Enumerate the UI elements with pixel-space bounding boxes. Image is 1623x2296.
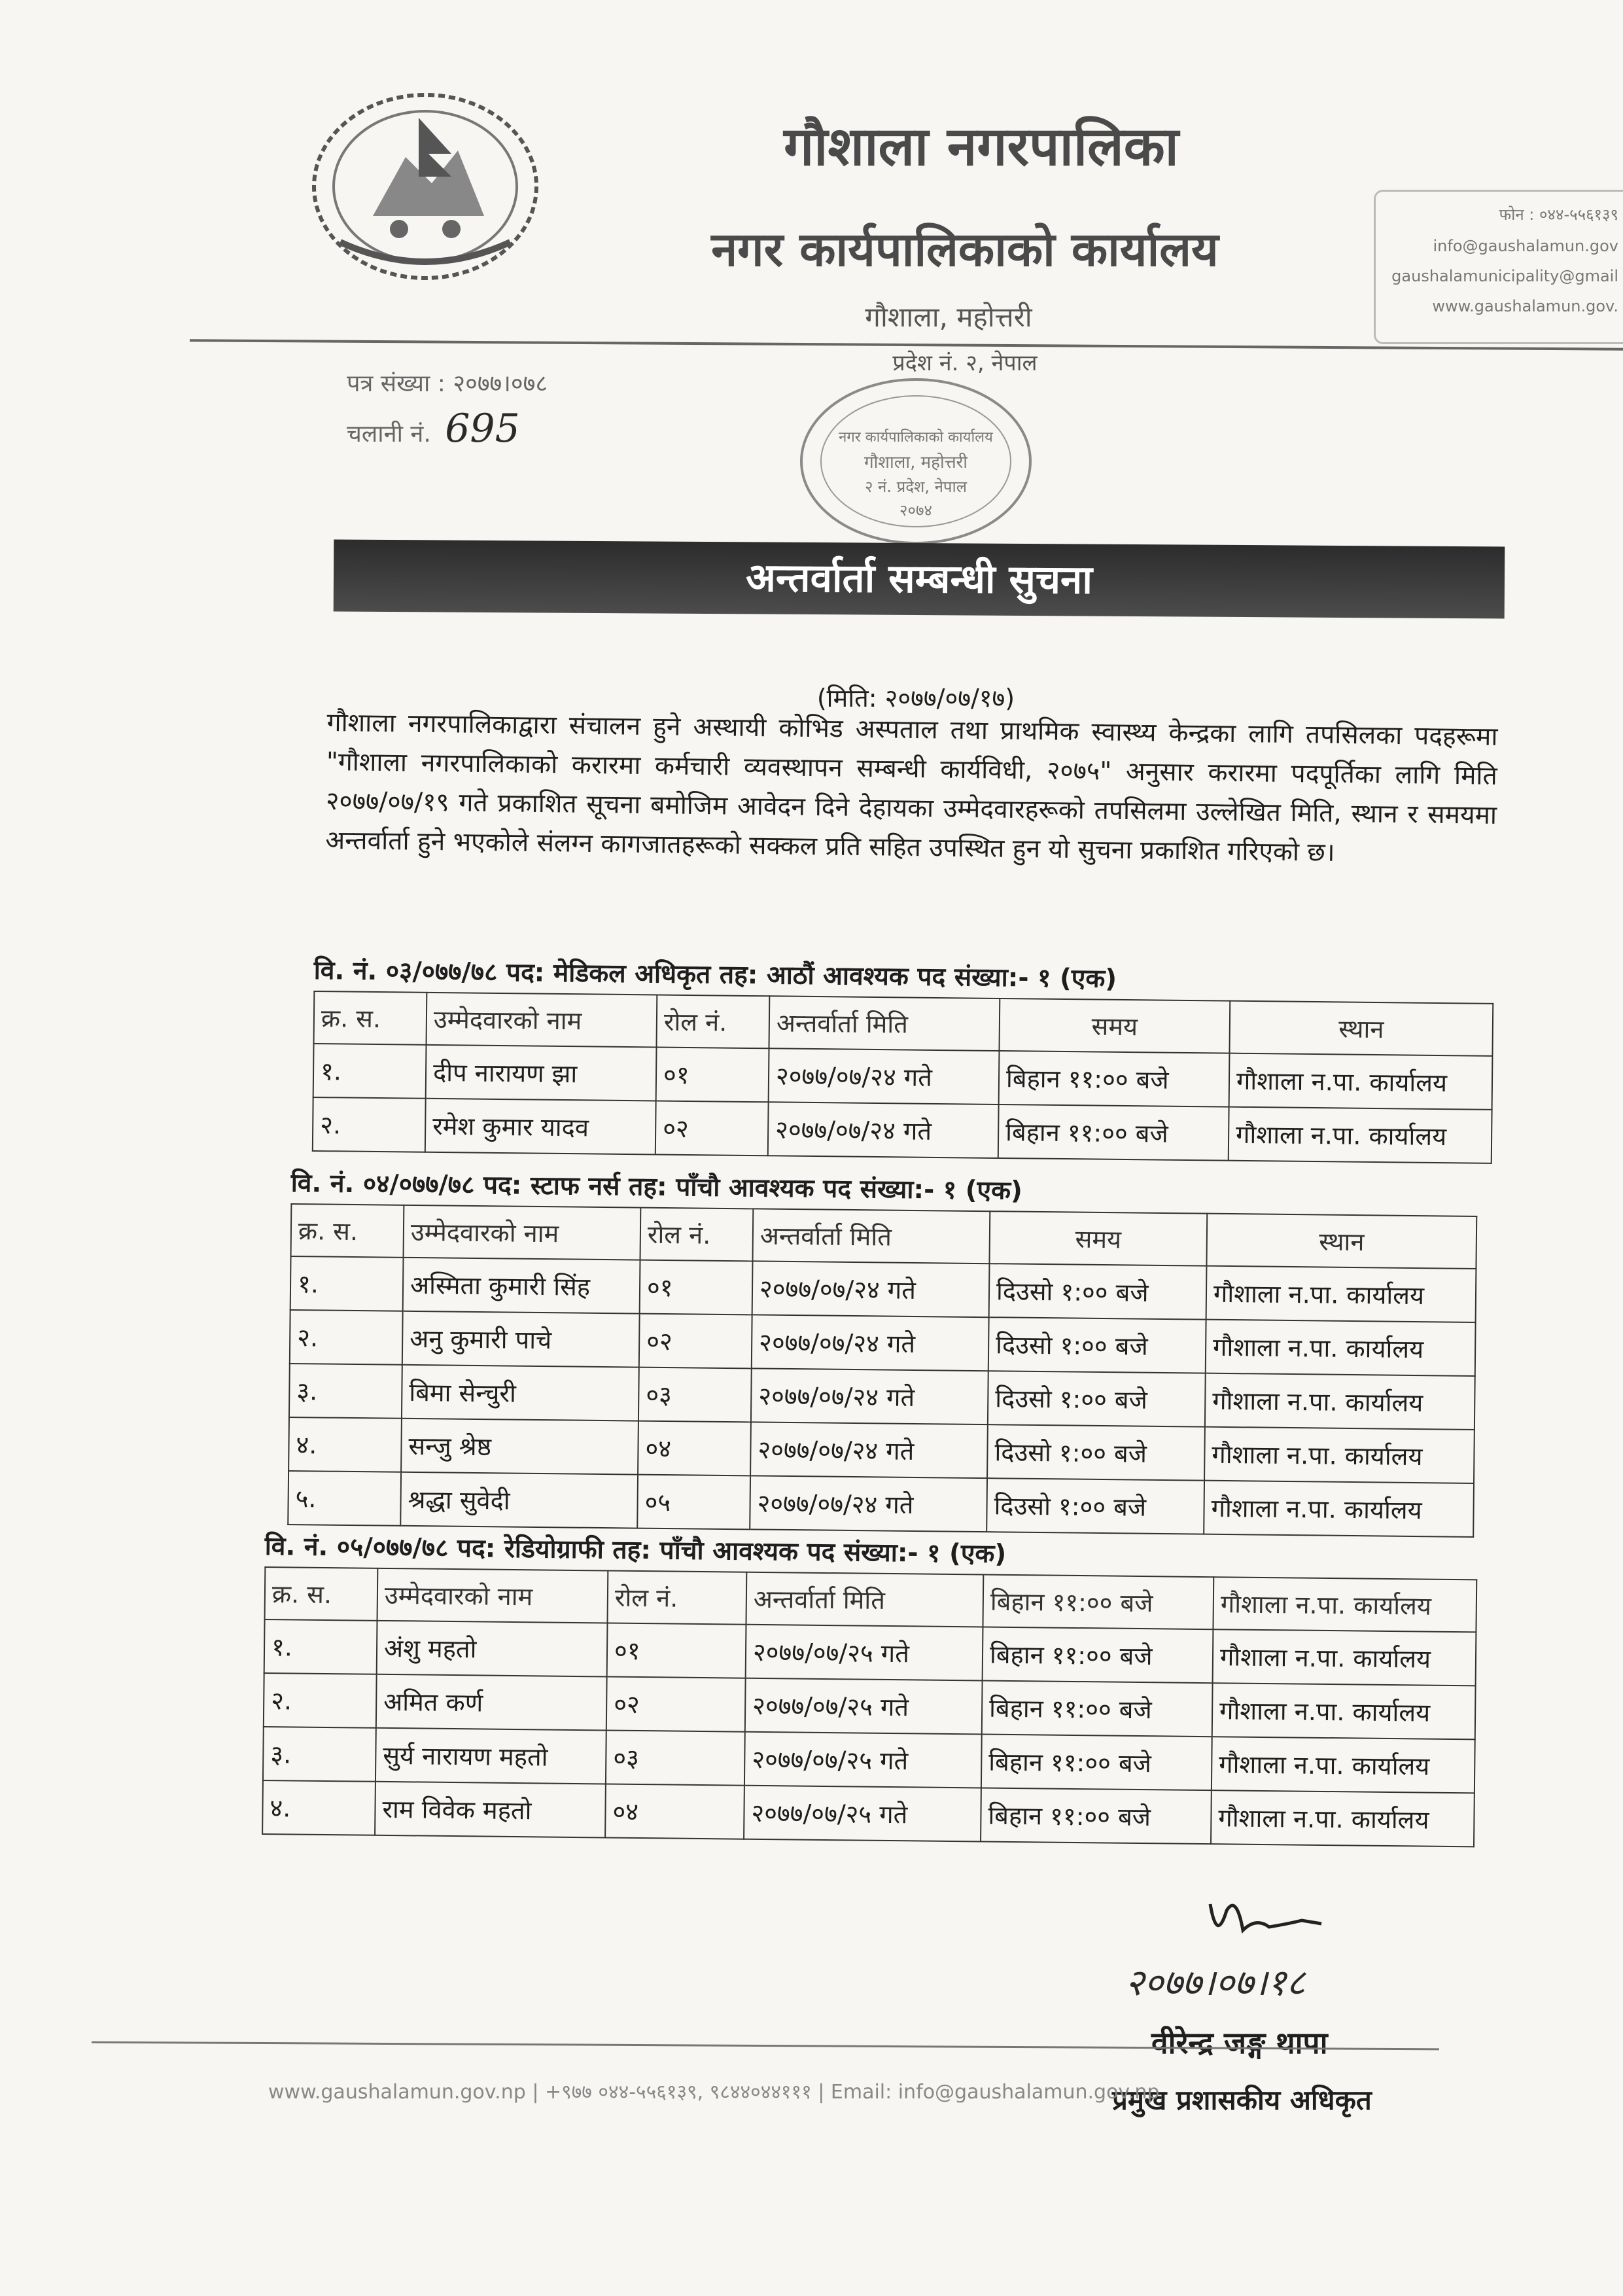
notice-body: गौशाला नगरपालिकाद्वारा संचालन हुने अस्थायी कोभिड अस्पताल तथा प्राथमिक स्वास्थ्य केन्द्रका लागि तपसिलका पदहरूमा "गौशाला नगरपालिकाको करारमा कर्मचारी व्यवस्थापन सम्बन्धी कार्यविधी, २०७५" अनुसार करारमा पदपूर्तिका लागि मिति २०७७/०७/१९ गते प्रकाशित सूचना बमोजिम आवेदन दिने देहायका उम्मेदवारहरूको तपसिलमा उल्लेखित मिति, स्थान र समयमा अन्तर्वार्ता हुने भएकोले संलग्न कागजातहरूको सक्कल प्रति सहित उपस्थित हुन यो सुचना प्रकाशित गरिएको छ।: [325, 707, 1498, 868]
notice-heading: अन्तर्वार्ता सम्बन्धी सुचना: [745, 555, 1093, 603]
cell-name: अंशु महतो: [377, 1621, 608, 1677]
chalani-label: चलानी नं.: [347, 421, 431, 448]
candidate-table: [287, 1203, 1477, 1538]
cell-date: २०७७/०७/२४ गते: [752, 1315, 989, 1371]
cell-time: बिहान ११:०० बजे: [999, 1051, 1230, 1107]
seal-text-1: नगर कार्यपालिकाको कार्यालय: [839, 429, 993, 446]
cell-roll: ०१: [656, 1047, 769, 1102]
footer-contact: www.gaushalamun.gov.np | +९७७ ०४४-५५६१३९, ९८४४०४४१११ | Email: info@gaushalamun.gov.np: [268, 2081, 1160, 2104]
vacancy-section-staff-nurse: [287, 1165, 1478, 1538]
cell-serial: ४.: [288, 1417, 402, 1472]
cell-serial: १.: [264, 1619, 377, 1674]
section-title: वि. नं. ०३/०७७/७८ पद: मेडिकल अधिकृत तह: आठौं आवश्यक पद संख्या:- १ (एक): [313, 955, 1117, 994]
signatory-name: वीरेन्द्र जङ्ग थापा: [1151, 2025, 1328, 2060]
cell-name: अमित कर्ण: [376, 1674, 607, 1731]
cell-venue: गौशाला न.पा. कार्यालय: [1212, 1683, 1476, 1739]
cell-serial: २.: [313, 1097, 426, 1152]
cell-date: २०७७/०७/२५ गते: [746, 1625, 983, 1681]
cell-time: बिहान ११:०० बजे: [983, 1627, 1213, 1684]
cell-name: अनु कुमारी पाचे: [402, 1311, 640, 1368]
cell-roll: ०१: [607, 1623, 746, 1678]
cell-venue: गौशाला न.पा. कार्यालय: [1229, 1053, 1493, 1110]
header-roll: रोल नं.: [640, 1208, 754, 1262]
cell-time: बिहान ११:०० बजे: [981, 1788, 1212, 1844]
header-date: अन्तर्वार्ता मिति: [746, 1572, 983, 1627]
candidate-table: [312, 991, 1493, 1164]
header-roll: रोल नं.: [608, 1570, 747, 1624]
section-title: वि. नं. ०४/०७७/७८ पद: स्टाफ नर्स तह: पाँचौ आवश्यक पद संख्या:- १ (एक): [290, 1168, 1023, 1206]
header-venue: स्थान: [1229, 1001, 1493, 1056]
cell-venue: गौशाला न.पा. कार्यालय: [1204, 1427, 1475, 1483]
header-date: अन्तर्वार्ता मिति: [752, 1209, 990, 1263]
cell-time: बिहान ११:०० बजे: [982, 1680, 1213, 1737]
header-venue: गौशाला न.पा. कार्यालय: [1213, 1577, 1476, 1632]
cell-venue: गौशाला न.पा. कार्यालय: [1206, 1320, 1476, 1376]
cell-roll: ०३: [606, 1730, 745, 1785]
cell-serial: ४.: [262, 1780, 375, 1835]
cell-name: श्रद्धा सुवेदी: [400, 1472, 638, 1528]
seal-text-3: २ नं. प्रदेश, नेपाल: [864, 478, 968, 496]
cell-venue: गौशाला न.पा. कार्यालय: [1211, 1790, 1475, 1846]
cell-time: दिउसो १:०० बजे: [988, 1371, 1206, 1426]
cell-roll: ०२: [655, 1101, 769, 1156]
cell-serial: ५.: [288, 1471, 401, 1526]
header-time: बिहान ११:०० बजे: [983, 1575, 1213, 1630]
notice-date: (मिति: २०७७/०७/१७): [816, 684, 1015, 713]
header-date: अन्तर्वार्ता मिति: [769, 996, 1000, 1051]
cell-serial: २.: [264, 1673, 377, 1728]
cell-roll: ०२: [606, 1676, 746, 1731]
signature-date: २०७७।०७।१८: [1125, 1962, 1306, 2004]
cell-name: अस्मिता कुमारी सिंह: [403, 1258, 640, 1314]
cell-roll: ०४: [638, 1421, 751, 1476]
signatory-title: प्रमुख प्रशासकीय अधिकृत: [1112, 2084, 1372, 2116]
header-roll: रोल नं.: [657, 995, 770, 1048]
cell-name: सन्जु श्रेष्ठ: [401, 1419, 638, 1475]
vacancy-section-radiography: [262, 1528, 1478, 1847]
cell-time: बिहान ११:०० बजे: [998, 1104, 1229, 1161]
header-name: उम्मेदवारको नाम: [404, 1205, 641, 1260]
cell-venue: गौशाला न.पा. कार्यालय: [1229, 1107, 1492, 1163]
header-serial: क्र. स.: [265, 1567, 378, 1621]
chalani-number: [347, 406, 520, 451]
vacancy-section-medical-officer: [312, 952, 1494, 1164]
cell-roll: ०३: [638, 1368, 752, 1422]
cell-time: दिउसो १:०० बजे: [989, 1263, 1207, 1319]
cell-date: २०७७/०७/२४ गते: [768, 1102, 999, 1158]
cell-date: २०७७/०७/२४ गते: [750, 1422, 988, 1478]
office-seal-stamp: [792, 366, 1040, 556]
cell-roll: ०१: [640, 1260, 753, 1315]
signature-scribble-icon: [1197, 1891, 1328, 1950]
cell-time: बिहान ११:०० बजे: [981, 1734, 1212, 1790]
cell-serial: १.: [290, 1256, 404, 1311]
cell-roll: ०२: [639, 1314, 752, 1369]
cell-date: २०७७/०७/२५ गते: [744, 1786, 981, 1842]
cell-name: राम विवेक महतो: [375, 1782, 606, 1838]
cell-time: दिउसो १:०० बजे: [987, 1424, 1205, 1480]
patra-label: पत्र संख्या :: [347, 370, 445, 397]
office-location: गौशाला, महोत्तरी: [865, 301, 1032, 333]
patra-value: २०७७।०७८: [453, 370, 548, 397]
header-venue: स्थान: [1206, 1214, 1476, 1269]
cell-serial: ३.: [289, 1364, 402, 1419]
cell-venue: गौशाला न.पा. कार्यालय: [1204, 1481, 1474, 1537]
candidate-table: [262, 1566, 1477, 1847]
cell-name: रमेश कुमार यादव: [425, 1099, 656, 1155]
cell-time: दिउसो १:०० बजे: [986, 1478, 1204, 1534]
cell-date: २०७७/०७/२५ गते: [744, 1732, 982, 1788]
office-subtitle: नगर कार्यपालिकाको कार्यालय: [711, 222, 1219, 277]
patra-sankhya: [347, 366, 548, 398]
header-serial: क्र. स.: [314, 991, 427, 1045]
cell-date: २०७७/०७/२४ गते: [750, 1475, 987, 1532]
cell-serial: ३.: [263, 1727, 376, 1782]
cell-roll: ०४: [605, 1784, 744, 1839]
nepal-emblem-icon: [301, 79, 550, 288]
cell-roll: ०५: [637, 1475, 750, 1530]
office-province: प्रदेश नं. २, नेपाल: [892, 350, 1038, 376]
contact-email-alt: gaushalamunicipality@gmail: [1391, 267, 1618, 285]
table-row: [288, 1471, 1474, 1537]
cell-time: दिउसो १:०० बजे: [988, 1317, 1206, 1373]
cell-name: सुर्य नारायण महतो: [375, 1728, 606, 1784]
contact-phone: फोन : ०४४-५५६१३९: [1499, 205, 1618, 224]
notice-banner: [334, 540, 1505, 619]
header-time: समय: [999, 998, 1230, 1053]
header-serial: क्र. स.: [291, 1204, 404, 1258]
seal-text-4: २०७४: [899, 501, 932, 520]
cell-venue: गौशाला न.पा. कार्यालय: [1205, 1373, 1475, 1430]
office-title: गौशाला नगरपालिका: [784, 116, 1179, 178]
cell-venue: गौशाला न.पा. कार्यालय: [1212, 1737, 1475, 1793]
table-row: [313, 1097, 1492, 1163]
cell-name: दीप नारायण झा: [426, 1045, 657, 1101]
cell-date: २०७७/०७/२४ गते: [769, 1048, 1000, 1104]
header-name: उम्मेदवारको नाम: [427, 993, 657, 1048]
chalani-value: 695: [445, 406, 520, 451]
section-title: वि. नं. ०५/०७७/७८ पद: रेडियोग्राफी तह: पाँचौ आवश्यक पद संख्या:- १ (एक): [264, 1531, 1007, 1569]
cell-serial: १.: [313, 1044, 427, 1099]
contact-box: [1374, 190, 1623, 344]
cell-date: २०७७/०७/२५ गते: [745, 1678, 983, 1735]
cell-venue: गौशाला न.पा. कार्यालय: [1206, 1266, 1476, 1322]
cell-venue: गौशाला न.पा. कार्यालय: [1213, 1629, 1476, 1686]
cell-date: २०७७/०७/२४ गते: [751, 1368, 988, 1424]
contact-email: info@gaushalamun.gov: [1433, 237, 1618, 255]
cell-serial: २.: [290, 1310, 403, 1365]
contact-website: www.gaushalamun.gov.: [1432, 297, 1618, 315]
cell-name: बिमा सेन्चुरी: [402, 1365, 639, 1421]
seal-text-2: गौशाला, महोत्तरी: [864, 453, 968, 472]
header-time: समय: [989, 1211, 1207, 1265]
header-name: उम्मेदवारको नाम: [377, 1568, 608, 1623]
cell-date: २०७७/०७/२४ गते: [752, 1261, 990, 1317]
